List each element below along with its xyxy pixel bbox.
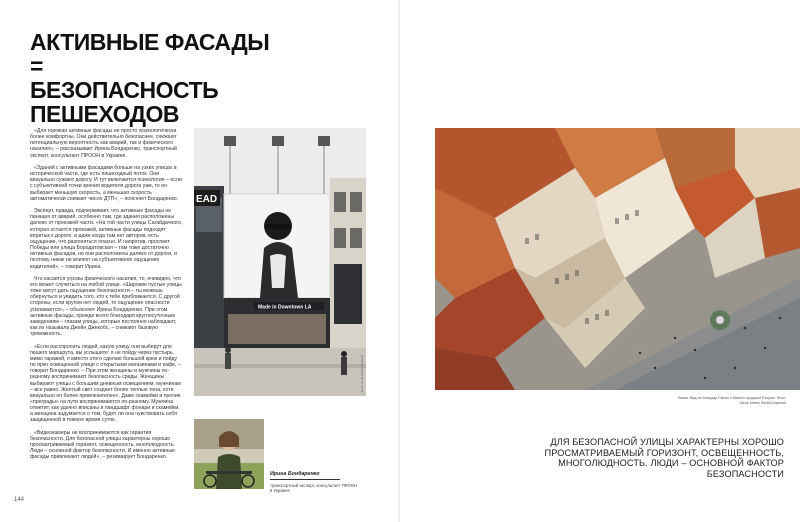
ead-sign-text: EAD	[196, 194, 218, 205]
billboard-illustration	[194, 128, 366, 396]
aerial-caption: Львов. Вид на площадь Рынок с башни городской Ратуши. Фото: Jakub Marek Smith/Unsplash	[677, 396, 786, 405]
paragraph: Что касается угрозы физического насилия, то, очевидно, что его может случиться на любой улице. «Широкие пустые улицы тоже могут дать ощущение безопасности – ты можешь обернуться и увидеть того, кто к тебе приближается. С другой стороны, если кругом нет людей, то ощущение опасности усиливается», – объясняет Ирина Бондаренко. При этом активные фасады, прежде всего благодаря круглосуточным заведениям – глазам улицы, которые постоянно наблюдают, как их называла Джейн Джекобс, – снижают базовую тревожность.	[30, 275, 182, 338]
aerial-city-illustration	[435, 128, 800, 390]
paragraph: «Для горожан активные фасады не просто психологически более комфортны. Они действительно безопаснее, снижают потенциальную вероятность как аварий, так и физического насилия», – рассказывает Ирина Бондаренко, транспортный эксперт, консультант ПРООН в Украине.	[30, 128, 177, 159]
divider	[270, 479, 340, 480]
title-line: ПЕШЕХОДОВ	[30, 101, 180, 127]
paragraph: «Видеокамеры не воспринимаются как гарантия безопасности. Для безопасной улицы характерны хорошо просматриваемый горизонт, освещенность, многолюдность. Люди – основной фактор безопасности. И именно активные фасады привлекают людей», – резюмирует Бондаренко.	[30, 429, 175, 461]
paragraph: Эксперт, правда, подчеркивает, что активные фасады не панацея от аварий, особенно там, где здания расположены далеко от проезжей части. «На той части улицы Сагайдачного, которая остается проезжей, активные фасады подходят впритык к дороге, и даже когда там нет авторов, есть ощущение, что разгоняться опасно. И напротив, проспект Победы или улица Бородатовская – там тоже достаточно активных фасадов, но они расположены далеко от дороги, и поэтому никак не влияют на субъективное ощущение водителей», – говорит Ирина.	[30, 208, 183, 270]
paragraph: «Зданий с активными фасадами больше на узких улицах в исторической части, где есть пешеходный поток. Они визуально сужают дорогу. И тут включается психология – если с субъективной точки зрения водителя дорога уже, то он выбирает меньшую скорость, а меньшая скорость автоматически снижает число ДТП», – поясняет Бондаренко.	[30, 164, 182, 202]
expert-photo	[194, 419, 264, 489]
article-body	[30, 128, 184, 467]
pull-quote: ДЛЯ БЕЗОПАСНОЙ УЛИЦЫ ХАРАКТЕРНЫ ХОРОШО ПРОСМАТРИВАЕМЫЙ ГОРИЗОНТ, ОСВЕЩЕННОСТЬ, МНОГОЛЮДНОСТЬ. ЛЮДИ – ОСНОВНОЙ ФАКТОР БЕЗОПАСНОСТИ	[544, 437, 784, 479]
expert-portrait	[194, 419, 264, 489]
expert-info	[270, 471, 360, 494]
title-line: БЕЗОПАСНОСТЬ	[30, 77, 219, 103]
paragraph: «Если расспросить людей, какую улицу они выберут для пешего маршрута, вы услышите: я не пойду через пустырь, мимо гаражей, я вместо этого сделаю большой крюк и пойду по ярко освещенной улице с открытыми магазинами и кафе, – говорит Бондаренко. – При этом женщины и мужчины по-разному воспринимают безопасность среды. Женщины выбирают улицы с большим дневным освещением, мужчинам – все равно. Желтый свет создает более теплые тона, хотя визуально он более привлекателен». Даже скамейки и прочие «преграды» на пути воспринимаются по-разному. Мужчина отметит, как удачно вписаны в ландшафт фонари и скамейки, а женщина задумается о том, будет ли она чувствовать себя защищенной в темное время суток.	[30, 343, 181, 424]
article-title	[30, 30, 270, 126]
expert-role: транспортный эксперт, консультант ПРООН в Украине	[270, 483, 358, 494]
right-page	[400, 0, 800, 522]
page-number: 144	[14, 497, 25, 503]
expert-name: Ирина Бондаренко	[270, 471, 320, 477]
photo-credit: Фото: Scott Webb/Unsplash	[360, 354, 364, 392]
aerial-photo	[435, 128, 800, 390]
title-line: АКТИВНЫЕ ФАСАДЫ =	[30, 29, 270, 79]
billboard-photo	[194, 128, 366, 396]
store-sign-text: Made in Downtown LA	[258, 304, 312, 311]
